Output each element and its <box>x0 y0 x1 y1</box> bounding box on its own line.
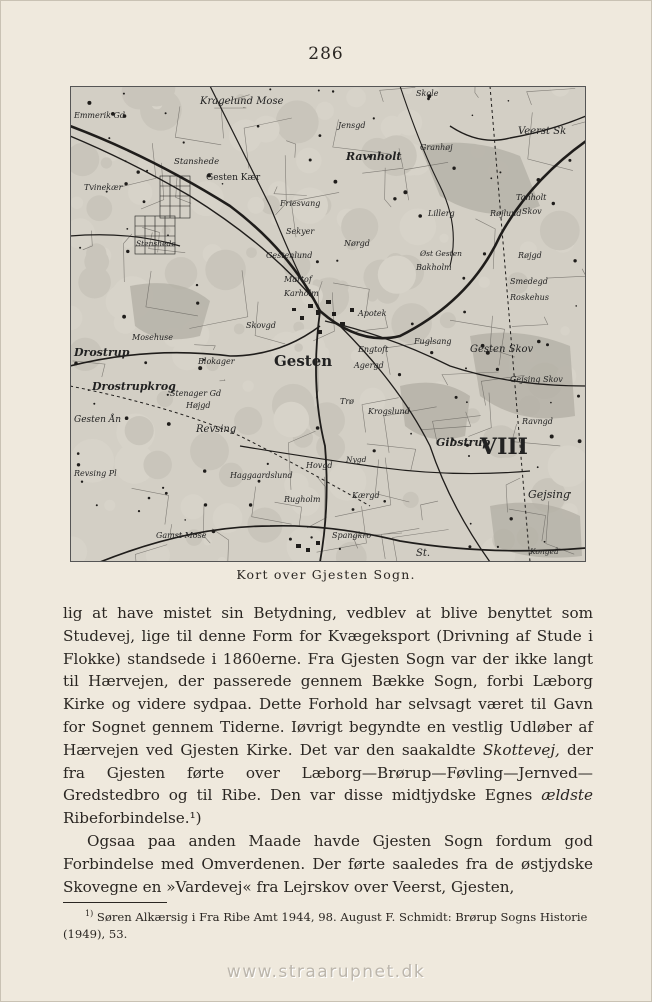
map-label-gesten-an: Gesten Ån <box>74 415 122 425</box>
map-label-stenshede: Stenshede <box>136 239 176 248</box>
map-label-gesten: Gesten <box>274 352 333 370</box>
map-label-skov: Skov <box>522 207 542 216</box>
map-label-viii: VIII <box>480 434 528 460</box>
map-label-tvinekaer: Tvinekær <box>84 183 123 192</box>
map-label-revsing: Revsing <box>196 424 237 435</box>
map-label-martof: Martof <box>284 275 312 284</box>
paragraph-1-emphasis-skottevej: Skottevej, <box>482 740 560 759</box>
paragraph-1-emphasis-aeldste: ældste <box>541 786 593 805</box>
map-label-gesten-ost: Øst Gesten <box>420 249 462 258</box>
map-label-hovgd: Hovgd <box>306 461 333 470</box>
map-label-bakholm: Bakholm <box>416 263 452 272</box>
map-label-apotek: Apotek <box>358 309 387 318</box>
map-label-sekyer: Sekyer <box>286 227 315 236</box>
map-label-gestenkaer: Gesten Kær <box>206 173 261 183</box>
paragraph-2: Ogsaa paa anden Maade havde Gjesten Sogn fordum god Forbindelse med Omverdenen. Der førte saaledes fra de østjydske Skovegne en »Vardevej« fra Lejrskov over Veerst, Gjesten, <box>63 831 593 896</box>
map-label-rugholm: Rugholm <box>284 495 321 504</box>
map-label-rojlund: Røjlund <box>490 209 522 218</box>
map-label-gestenlund: Gestenlund <box>266 251 313 260</box>
map-label-stanshede: Stanshede <box>174 157 220 167</box>
paragraph-1 <box>63 602 593 830</box>
map-label-fugleso: Fuglsang <box>414 337 452 346</box>
map-label-karholm: Karholm <box>284 289 319 298</box>
map-label-skovgd: Skovgd <box>246 321 276 330</box>
map-label-kongeaa: Kongeå <box>530 547 559 556</box>
map-label-friesvang: Friesvang <box>280 199 321 208</box>
map-label-granhoj: Granhøj <box>420 143 453 152</box>
map-label-ravnholt: Ravnholt <box>346 150 402 163</box>
map-label-gamst: Gamst Mose <box>156 531 207 540</box>
map-label-spangkro: Spangkro <box>332 531 372 540</box>
map-label-lillerg: Lillerg <box>428 209 455 218</box>
watermark: www.straarupnet.dk <box>226 962 426 982</box>
body-text <box>63 602 593 898</box>
paragraph-1-part-b: der fra Gjesten førte over Læborg—Brørup—Føvling—Jernved—Gredstedbro og til Ribe. Den var disse midtjydske Egnes <box>63 740 593 805</box>
map-label-gesten-skov: Gesten Skov <box>470 344 534 355</box>
footnote-text: Søren Alkærsig i Fra Ribe Amt 1944, 98. August F. Schmidt: Brørup Sogns Historie (1949), 53. <box>63 909 588 941</box>
map-label-kragelund: Kragelund Mose <box>200 96 284 107</box>
paragraph-1-part-a: lig at have mistet sin Betydning, vedblev at blive benyttet som Studevej, lige til denne Form for Kvægeksport (Drivning af Stude i Flokke) standsede i 1860erne. Fra Gjesten Sogn var der ikke langt til Hærvejen, der passerede gennem Bække Sogn, forbi Læborg Kirke og videre sydpaa. Dette Forhold har selvsagt været til Gavn for Sognet gennem Tiderne. Iøvrigt begyndte en vestlig Udløber af Hærvejen ved Gjesten Kirke. Det var den saakaldte <box>63 604 593 759</box>
map-label-tanholt: Tanholt <box>516 193 547 202</box>
map-label-jensgd: Jensgd <box>338 121 366 130</box>
map-label-gibstrup: Gibstrup <box>436 436 491 449</box>
map-label-stenager: Stenager Gd <box>170 389 222 398</box>
map-label-engtoft: Engtoft <box>358 345 389 354</box>
historical-map <box>70 86 586 562</box>
map-label-ravngd: Ravngd <box>522 417 553 426</box>
map-caption: Kort over Gjesten Sogn. <box>236 567 416 582</box>
map-label-hojgd: Højgd <box>186 401 211 410</box>
map-label-gejsing: Gejsing <box>528 488 570 501</box>
map-label-drostrupkrog: Drostrupkrog <box>92 380 176 393</box>
map-label-blokager: Blokager <box>198 357 235 366</box>
map-label-krogsund: Krogslund <box>368 407 410 416</box>
map-label-kaergd: Kærgd <box>352 491 380 500</box>
map-label-gejsing-skov: Gejsing Skov <box>510 375 563 384</box>
map-label-haggaardslund: Haggaardslund <box>230 471 293 480</box>
footnote <box>63 905 593 943</box>
map-label-smedegd: Smedegd <box>510 277 548 286</box>
map-drawing <box>70 86 586 562</box>
map-label-revsing-pl: Revsing Pl <box>74 469 117 478</box>
map-label-norgd: Nørgd <box>344 239 370 248</box>
map-label-veerst: Veerst Sk <box>518 126 567 137</box>
map-label-rughsted: Roskehus <box>510 293 549 302</box>
paragraph-1-part-c: Ribeforbindelse.¹) <box>63 809 202 828</box>
map-label-skole: Skole <box>416 89 439 98</box>
map-label-tro: Trø <box>340 397 354 406</box>
footnote-rule <box>63 902 167 903</box>
map-label-rojgd: Røjgd <box>518 251 542 260</box>
map-label-drostrup: Drostrup <box>74 346 130 359</box>
map-label-mosehuse: Mosehuse <box>132 333 173 342</box>
map-label-emmerik: Emmerik Gd <box>74 111 126 120</box>
map-label-nygd: Nygd <box>346 455 367 464</box>
footnote-marker: 1) <box>85 909 94 918</box>
map-label-st: St. <box>416 548 431 559</box>
map-label-agergd: Agergd <box>354 361 384 370</box>
page-number: 286 <box>308 44 344 64</box>
